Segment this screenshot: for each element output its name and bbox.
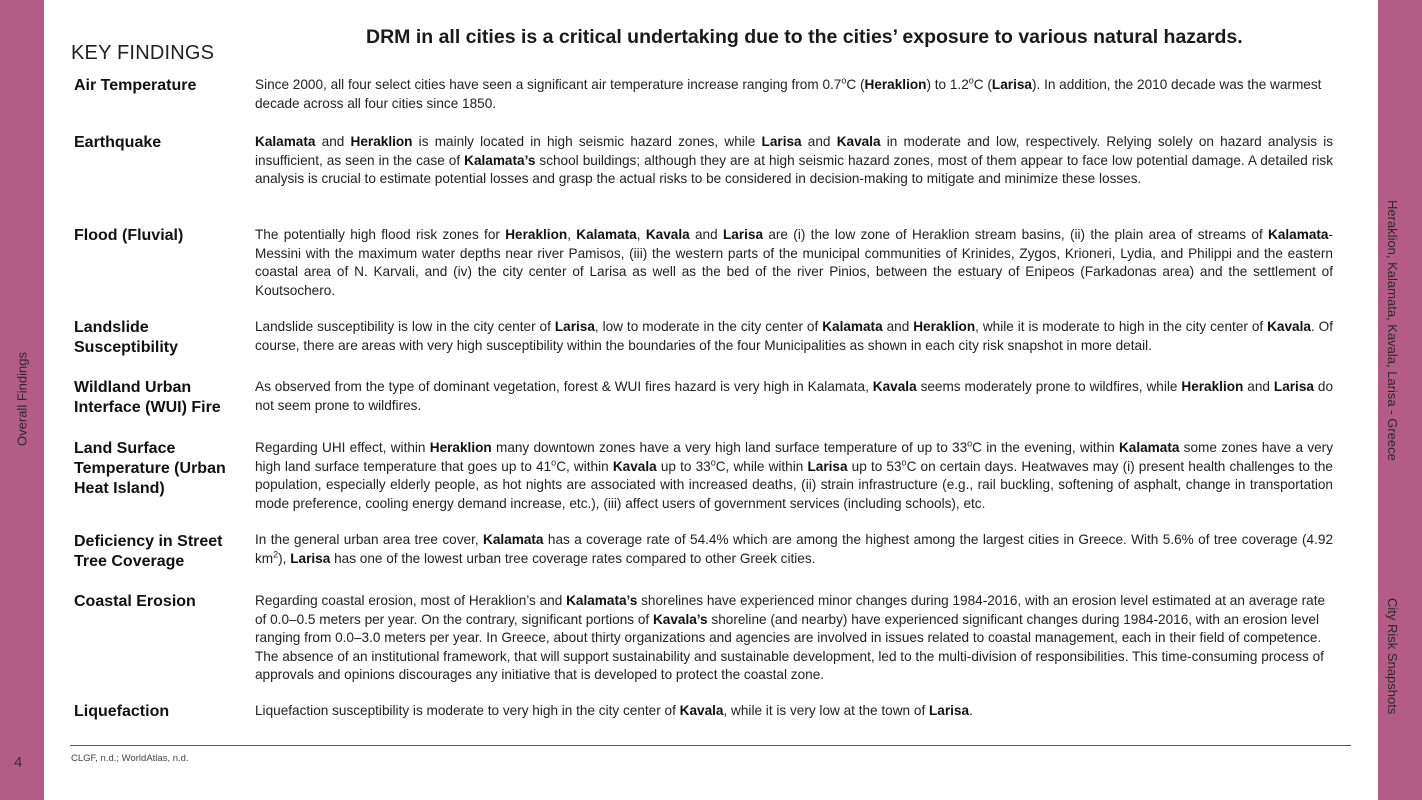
finding-text-street-tree-coverage: In the general urban area tree cover, Kalamata has a coverage rate of 54.4% which are among the highest among the largest cities in Greece. With 5.6% of tree coverage (4.92 $km^2$), Larisa has one of the lowest urban tree coverage rates compared to other Greek cities.	[255, 532, 1334, 566]
finding-text-wui-fire: As observed from the type of dominant vegetation, forest & WUI fires hazard is very high in Kalamata, Kavala seems moderately prone to wildfires, while Heraklion and Larisa do not seem prone to wildfires.	[255, 379, 1334, 413]
finding-label-coastal-erosion: Coastal Erosion	[74, 593, 196, 610]
left-tab-label: Overall Findings	[14, 352, 30, 446]
right-tab-bottom-label: City Risk Snapshots	[1385, 598, 1400, 715]
finding-label-wui-fire: Wildland Urban Interface (WUI) Fire	[74, 379, 221, 416]
finding-label-air-temperature: Air Temperature	[74, 77, 197, 94]
finding-text-liquefaction: Liquefaction susceptibility is moderate to very high in the city center of Kavala, while it is very low at the town of Larisa.	[255, 703, 973, 718]
finding-label-landslide: Landslide Susceptibility	[74, 319, 179, 356]
finding-text-flood: The potentially high flood risk zones for Heraklion, Kalamata, Kavala and Larisa are (i) the low zone of Heraklion stream basins, (ii) the plain area of streams of Kalamata-Messini with the maximum water depths near river Pamisos, (iii) the western parts of the municipal communities of Krinides, Zygos, Krioneri, Lydia, and Philippi and the eastern coastal area of N. Karvali, and (iv) the city center of Larisa as well as the bed of the river Pinios, between the estuary of Enipeos (Farkadonas area) and the settlement of Koutsochero.	[255, 227, 1334, 298]
source-note: CLGF, n.d.; WorldAtlas, n.d.	[71, 753, 189, 764]
finding-text-landslide: Landslide susceptibility is low in the city center of Larisa, low to moderate in the city center of Kalamata and Heraklion, while it is moderate to high in the city center of Kavala. Of course, there are areas with very high susceptibility within the boundaries of the four Municipalities as shown in each city risk snapshot in more detail.	[255, 319, 1334, 353]
right-tab-top-label: Heraklion, Kalamata, Kavala, Larisa - Greece	[1385, 200, 1400, 461]
section-title: KEY FINDINGS	[71, 42, 215, 64]
finding-label-earthquake: Earthquake	[74, 134, 162, 151]
footer-divider	[70, 745, 1351, 746]
finding-text-land-surface-temperature: Regarding UHI effect, within Heraklion many downtown zones have a very high land surface temperature of up to 33$^o$C in the evening, within Kalamata some zones have a very high land surface temperature that goes up to 41$^o$C, within Kavala up to 33$^o$C, while within Larisa up to 53$^o$C on certain days. Heatwaves may (i) present health challenges to the population, especially elderly people, as hot nights are associated with increased deaths, (ii) strain infrastructure (e.g., rail buckling, softening of asphalt, change in transportation mode preference, cooling energy demand increase, etc.), (iii) affect users of government services (including schools), etc.	[255, 438, 1333, 511]
finding-text-air-temperature: Since 2000, all four select cities have seen a significant air temperature increase ranging from 0.7$^o$C (Heraklion) to 1.2$^o$C (Larisa). In addition, the 2010 decade was the warmest decade across all four cities since 1850.	[255, 75, 1322, 111]
finding-text-earthquake: Kalamata and Heraklion is mainly located in high seismic hazard zones, while Larisa and Kavala in moderate and low, respectively. Relying solely on hazard analysis is insufficient, as seen in the case of Kalamata’s school buildings; although they are at high seismic hazard zones, most of them appear to face low potential damage. A detailed risk analysis is crucial to estimate potential losses and grasp the actual risks to be considered in decision-making to mitigate and minimize these losses.	[255, 134, 1334, 186]
finding-label-street-tree-coverage: Deficiency in Street Tree Coverage	[74, 533, 223, 570]
page-number: 4	[14, 754, 23, 771]
page-headline: DRM in all cities is a critical undertaking due to the cities’ exposure to various natural hazards.	[366, 26, 1243, 48]
finding-text-coastal-erosion: Regarding coastal erosion, most of Heraklion’s and Kalamata’s shorelines have experienced minor changes during 1984-2016, with an erosion level estimated at an average rate of 0.0–0.5 meters per year. On the contrary, significant portions of Kavala’s shoreline (and nearby) have experienced significant changes during 1984-2016, with an erosion level ranging from 0.0–3.0 meters per year. In Greece, about thirty organizations and agencies are involved in issues related to coastal management, each in their field of competence. The absence of an institutional framework, that will support sustainability and sustainable development, led to the multi-division of responsibilities. This time-consuming process of approvals and opinions discourages any initiative that is developed to protect the coastal zone.	[255, 593, 1326, 682]
finding-label-flood: Flood (Fluvial)	[74, 227, 184, 244]
finding-label-land-surface-temperature: Land Surface Temperature (Urban Heat Island)	[74, 440, 226, 497]
finding-label-liquefaction: Liquefaction	[74, 703, 170, 720]
